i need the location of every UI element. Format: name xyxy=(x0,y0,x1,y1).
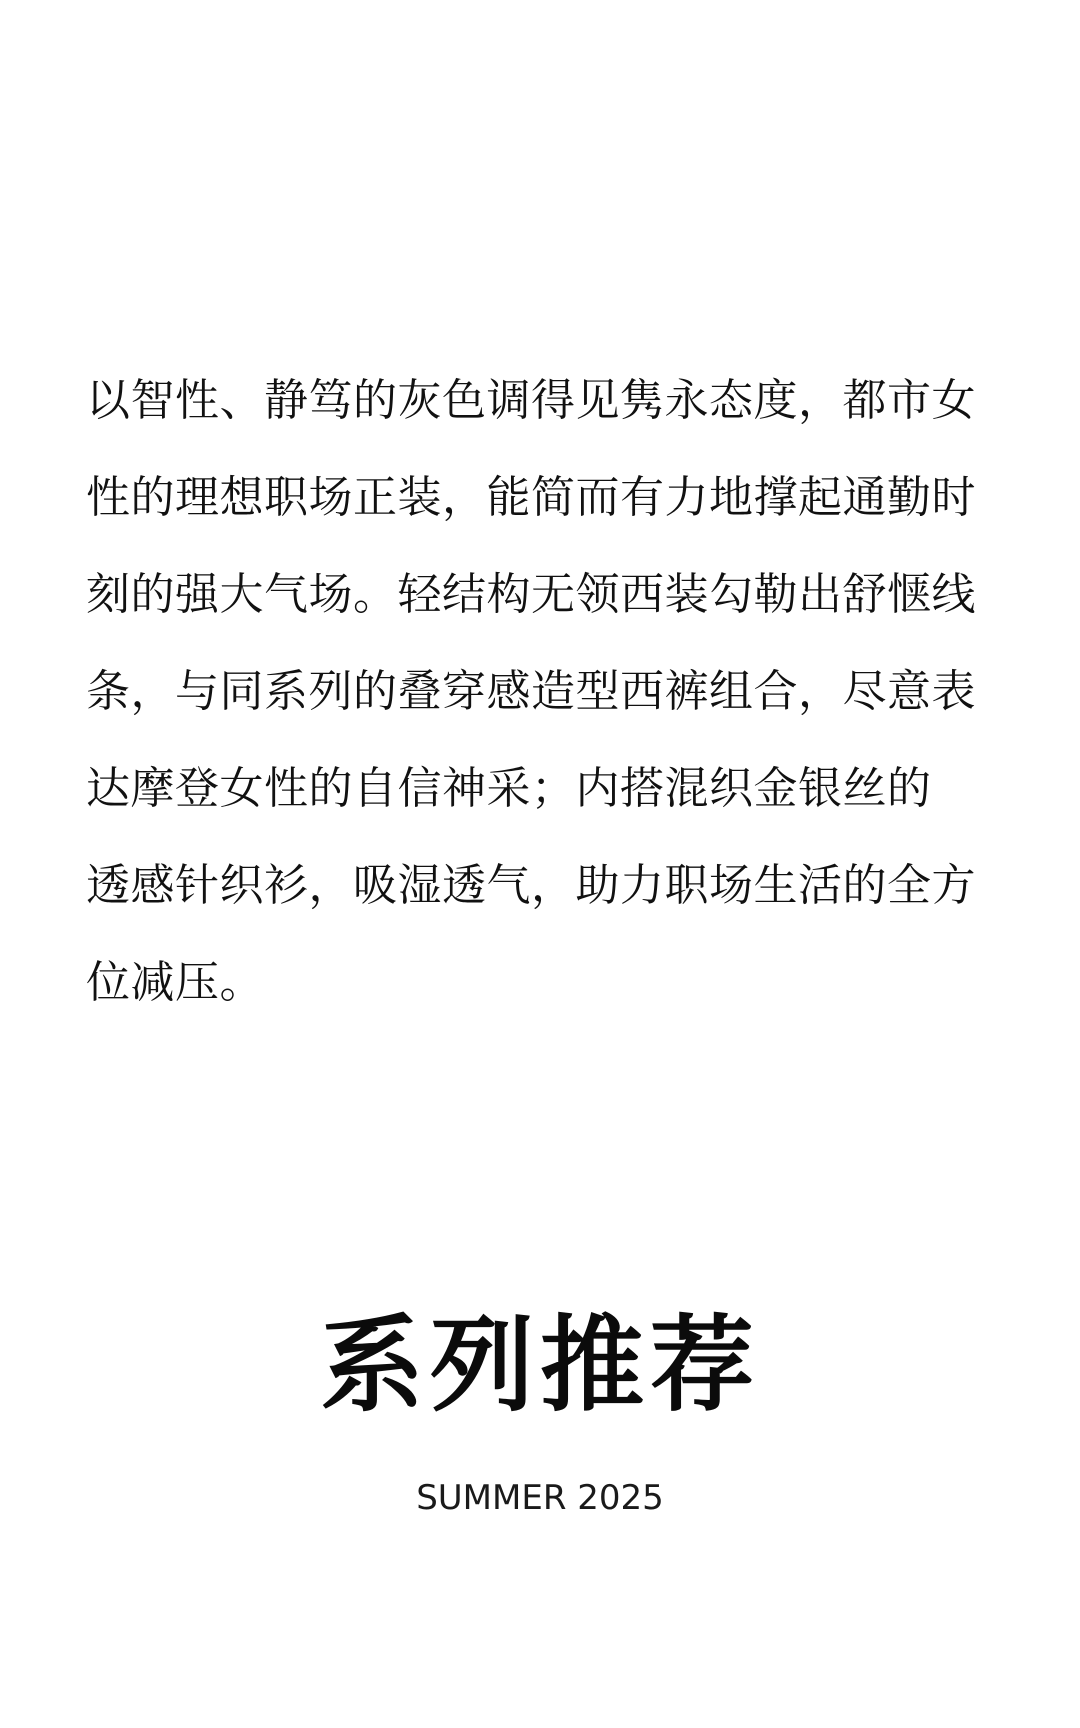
intro-line: 刻的强大气场。轻结构无领西装勾勒出舒惬线 xyxy=(86,569,976,620)
intro-line: 位减压。 xyxy=(86,957,264,1008)
section-title: 系列推荐 xyxy=(319,1304,760,1426)
intro-line: 以智性、静笃的灰色调得见隽永态度，都市女 xyxy=(86,375,976,426)
intro-line: 达摩登女性的自信神采；内搭混织金银丝的 xyxy=(86,763,932,814)
intro-line: 透感针织衫，吸湿透气，助力职场生活的全方 xyxy=(86,860,976,911)
intro-line: 条，与同系列的叠穿感造型西裤组合，尽意表 xyxy=(86,666,976,717)
series-recommendation-section xyxy=(0,1300,1080,1518)
intro-line: 性的理想职场正装，能简而有力地撑起通勤时 xyxy=(86,472,976,523)
intro-paragraph xyxy=(86,352,1002,1031)
section-subtitle: SUMMER 2025 xyxy=(416,1478,664,1518)
